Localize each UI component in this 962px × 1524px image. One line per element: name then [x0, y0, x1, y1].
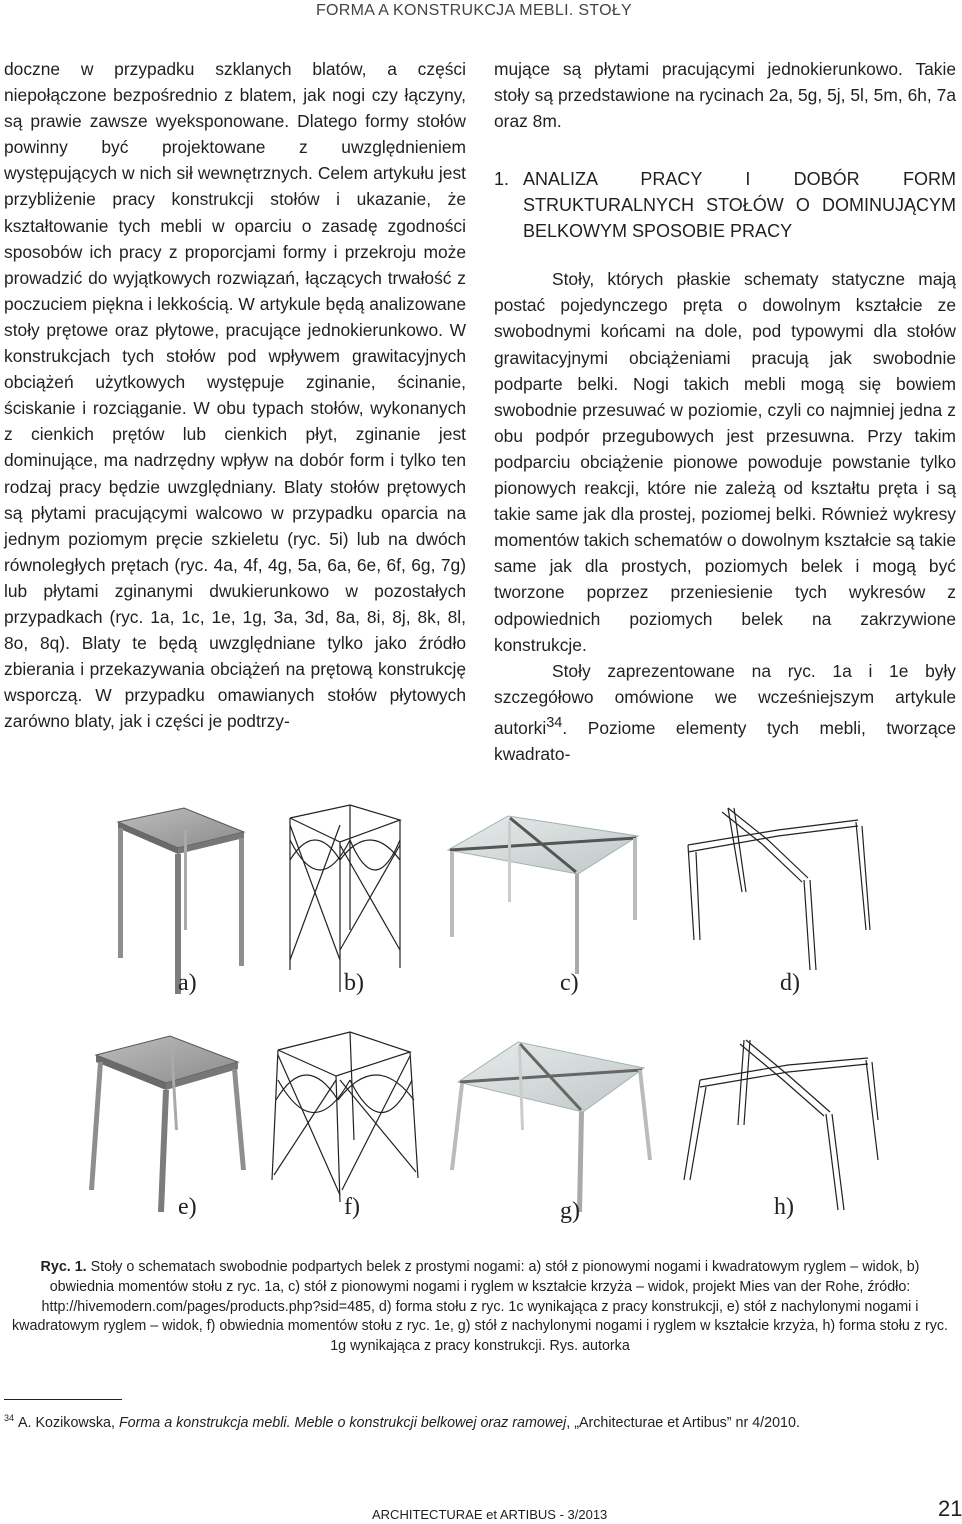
figure-label-e: e)	[178, 1194, 197, 1220]
body-paragraph	[494, 658, 956, 767]
body-paragraph: doczne w przypadku szklanych blatów, a części niepołączone bezpośrednio z blatem, jak nogi czy łączyny, są prawie zawsze wyeksponowane. Dlatego formy stołów powinny być projektowane z uwzględnieniem występujących w nich sił wewnętrznych. Celem artykułu jest przybliżenie pracy konstrukcji stołów i ukazanie, że kształtowanie tych mebli w oparciu o zasadę zgodności sposobów ich pracy z proporcjami formy i przekroju może prowadzić do wyjątkowych rozwiązań, łączących trwałość z poczuciem piękna i lekkością. W artykule będą analizowane stoły prętowe oraz płytowe, pracujące jednokierunkowo. W konstrukcjach tych stołów pod wpływem grawitacyjnych obciążeń użytkowych występuje zginanie, ścinanie, ściskanie i rozciąganie. W obu typach stołów, wykonanych z cienkich prętów lub cienkich płyt, zginanie jest dominujące, ma nadrzędny wpływ na dobór form i tylko ten rodzaj pracy będzie uwzględniany. Blaty stołów prętowych są płytami pracującymi walcowo w przypadku oparcia na jednym poziomym pręcie szkieletu (ryc. 5i) lub na dwóch równoległych prętach (ryc. 4a, 4f, 4g, 5a, 6a, 6e, 6f, 6g, 7g) lub płytami zginanymi dwukierunkowo w pozostałych przypadkach (ryc. 1a, 1c, 1e, 1g, 3a, 3d, 8a, 8i, 8j, 8k, 8l, 8o, 8q). Blaty te będą uwzględniane tylko jako źródło zbierania i przekazywania obciążeń na prętową konstrukcję wsporczą. W przypadku omawianych stołów płytowych zarówno blaty, jak i części je podtrzy-	[4, 59, 466, 732]
moment-envelope-f-drawing	[272, 1032, 418, 1202]
figure-label-a: a)	[178, 970, 197, 996]
footnote-title: Forma a konstrukcja mebli. Meble o konstrukcji belkowej oraz ramowej	[118, 1414, 567, 1431]
footnote-reference: 34	[546, 714, 563, 731]
footnote-rest: , „Architecturae et Artibus” nr 4/2010.	[566, 1414, 800, 1431]
table-c-drawing	[448, 816, 638, 974]
right-text-column	[494, 56, 956, 767]
table-a-drawing	[118, 808, 244, 994]
figure-label-f: f)	[344, 1194, 360, 1220]
body-paragraph: mujące są płytami pracującymi jednokierunkowo. Takie stoły są przedstawione na rycinach 2a, 5g, 5j, 5l, 5m, 6h, 7a oraz 8m.	[494, 59, 956, 132]
footnote-author: A. Kozikowska,	[18, 1414, 119, 1431]
moment-envelope-b-drawing	[290, 805, 400, 992]
figure-tables	[78, 800, 878, 1230]
body-paragraph: Stoły, których płaskie schematy statyczne mają postać pojedynczego pręta o dowolnym kształcie ze swobodnymi końcami na dole, pod typowymi dla stołów grawitacyjnymi obciążeniami pracują jak swobodnie podparte belki. Nogi takich mebli mogą się bowiem swobodnie przesuwać w poziomie, czyli co najmniej jedna z obu podpór przegubowych jest przesuwna. Przy takim podparciu obciążenie pionowe powoduje powstanie tylko pionowych reakcji, które nie zależą od kształtu pręta i są takie same jak dla prostej, poziomej belki. Również wykresy momentów takich schematów o dowolnym kształcie są takie same jak dla prostych, poziomych belek i mogą być tworzone poprzez przeniesienie tych wykresów z odpowiednich poziomych belek na zakrzywione konstrukcje.	[494, 269, 957, 655]
section-number: 1.	[494, 169, 510, 190]
figure-label-d: d)	[780, 970, 800, 996]
footnote-number: 34	[4, 1413, 15, 1423]
paragraph-text-tail: . Poziome elementy tych mebli, tworzące kwadrato-	[494, 717, 956, 764]
table-g-drawing	[450, 1042, 652, 1212]
section-heading	[494, 166, 956, 244]
footnote	[4, 1409, 800, 1432]
footer-journal: ARCHITECTURAE et ARTIBUS - 3/2013	[372, 1507, 608, 1522]
figure-label-b: b)	[344, 970, 364, 996]
left-text-column	[4, 56, 466, 734]
footnote-divider	[4, 1399, 122, 1400]
caption-text: Stoły o schematach swobodnie podpartych belek z prostymi nogami: a) stół z pionowymi nogami i kwadratowym ryglem – widok, b) obwiednia momentów stołu z ryc. 1a, c) stół z pionowymi nogami i ryglem w kształcie krzyża – widok, projekt Mies van der Rohe, źródło: http://hivemodern.com/pages/products.php?sid=485, d) forma stołu z ryc. 1c wynikająca z pracy konstrukcji, e) stół z nachylonymi nogami i kwadratowym ryglem – widok, f) obwiednia momentów stołu z ryc. 1e, g) stół z nachylonymi nogami i ryglem w kształcie krzyża, h) forma stołu z ryc. 1g wynikająca z pracy konstrukcji. Rys. autorka	[12, 1259, 948, 1355]
running-head: FORMA A KONSTRUKCJA MEBLI. STOŁY	[315, 2, 632, 19]
page-number: 21	[938, 1496, 962, 1521]
table-e-drawing	[89, 1036, 246, 1212]
section-title: ANALIZA PRACY I DOBÓR FORM STRUKTURALNYCH STOŁÓW O DOMINUJĄCYM BELKOWYM SPOSOBIE PRACY	[523, 169, 956, 242]
figure-caption	[8, 1258, 952, 1357]
caption-label: Ryc. 1.	[40, 1259, 87, 1275]
figure-label-c: c)	[560, 970, 579, 996]
paragraph-text: Stoły zaprezentowane na ryc. 1a i 1e były szczegółowo omówione we wcześniejszym artykule autorki	[494, 660, 956, 738]
figure-label-g: g)	[560, 1198, 580, 1224]
figure-label-h: h)	[774, 1194, 794, 1220]
table-h-drawing	[684, 1040, 878, 1210]
table-d-drawing	[688, 808, 870, 970]
